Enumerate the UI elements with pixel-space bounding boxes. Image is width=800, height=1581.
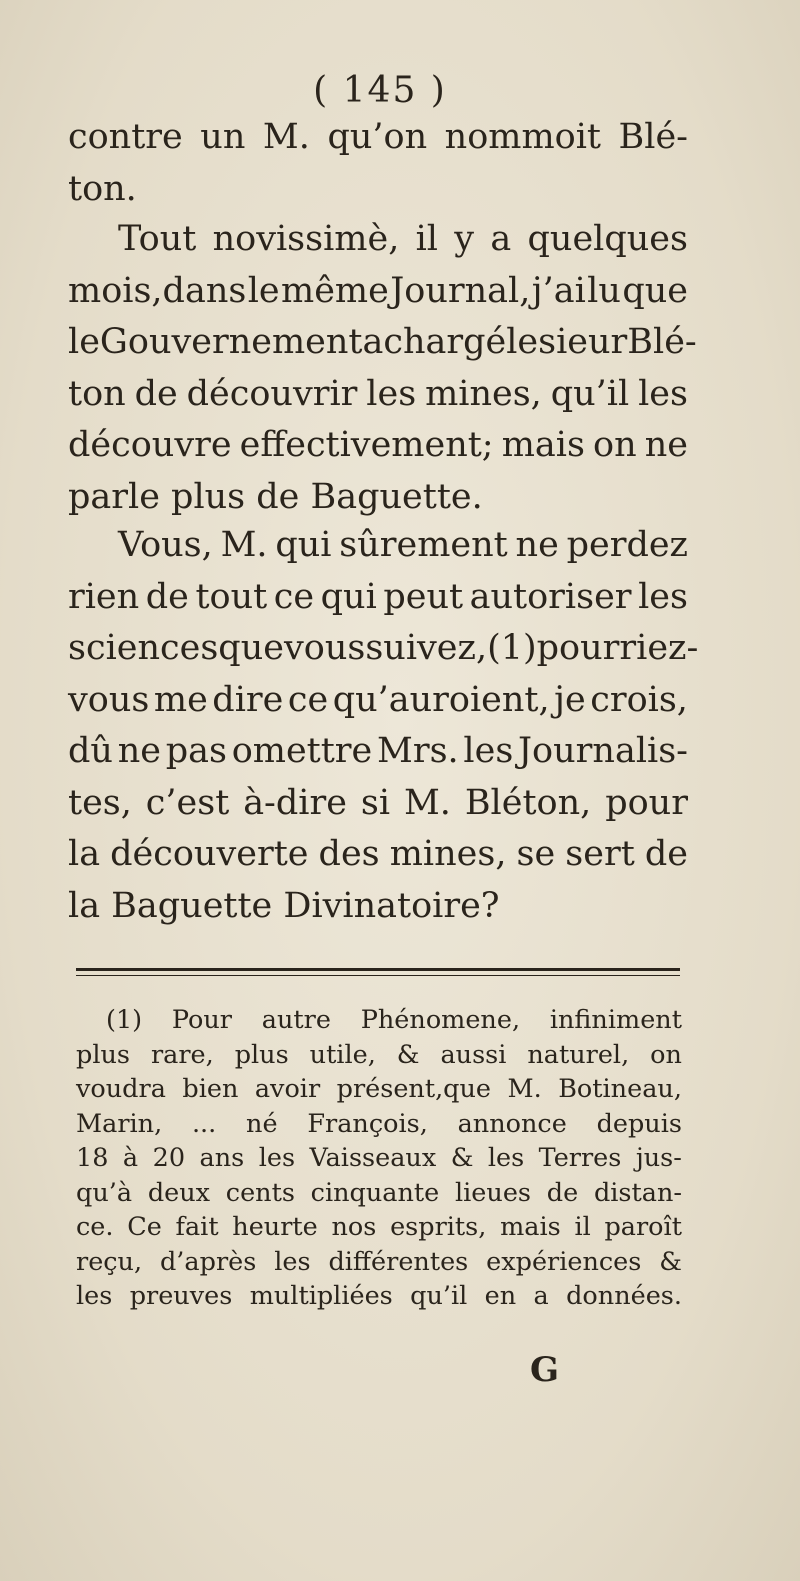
text-line: [68, 623, 699, 675]
word: aussi: [440, 1039, 507, 1070]
footnote-line: [76, 1072, 682, 1107]
word: chargé: [383, 322, 507, 362]
page-number: ( 145 ): [313, 70, 447, 111]
word: heurte: [232, 1212, 318, 1242]
word: même: [281, 270, 389, 311]
word: vous: [283, 628, 366, 668]
word: qu’à: [76, 1177, 133, 1208]
word: Phénomene,: [360, 1005, 521, 1035]
text-line: [68, 829, 688, 881]
word: de: [145, 576, 189, 617]
word: les: [366, 373, 417, 414]
word: utile,: [309, 1039, 376, 1070]
word: M.: [262, 117, 310, 157]
word: &: [396, 1039, 420, 1070]
word: pas: [165, 731, 227, 771]
word: esprits,: [390, 1212, 487, 1242]
word: se: [516, 834, 556, 874]
word: pourriez-: [536, 628, 699, 668]
word: les: [638, 373, 688, 414]
word: plus: [76, 1039, 130, 1070]
footnote-line: [76, 1003, 682, 1038]
word: avoir: [254, 1074, 321, 1104]
word: sûrement: [339, 525, 508, 565]
word: découverte: [110, 834, 309, 874]
word: Vous,: [118, 525, 213, 565]
word: effectivement;: [239, 425, 494, 465]
text-line: [68, 420, 688, 472]
footnote: [76, 1003, 682, 1314]
word: Journal,: [390, 270, 531, 311]
word: autoriser: [469, 576, 632, 617]
word: découvre: [68, 425, 232, 465]
word: Vaisseaux: [309, 1143, 437, 1173]
word: qu’on: [327, 117, 428, 157]
word: les: [76, 1281, 113, 1311]
word: à: [122, 1143, 139, 1173]
word: quelques: [527, 219, 688, 259]
word: crois,: [590, 679, 688, 720]
footnote-divider-thin: [76, 975, 680, 976]
word: si: [360, 782, 391, 823]
word: Mrs.: [377, 731, 459, 771]
text-line: [68, 214, 688, 266]
word: expériences: [486, 1246, 642, 1277]
word: des: [318, 834, 380, 874]
word: de: [546, 1177, 579, 1208]
word: présent,que: [336, 1074, 492, 1104]
footnote-divider: [76, 968, 680, 971]
word: suivez,: [365, 628, 488, 668]
word: la: [68, 834, 101, 874]
word: vous: [68, 679, 150, 720]
word: Bléton,: [464, 782, 592, 823]
word: pour: [605, 782, 688, 823]
word: les: [638, 576, 688, 617]
word: lu: [587, 270, 621, 311]
word: &: [659, 1246, 682, 1277]
word: sert: [565, 834, 635, 874]
word: nommoit: [444, 117, 601, 157]
word: qu’il: [410, 1281, 468, 1311]
word: tout: [195, 576, 268, 617]
word: sieur: [538, 322, 628, 362]
word: il: [574, 1212, 591, 1242]
word: ans: [199, 1143, 245, 1173]
word: M.: [403, 782, 451, 823]
word: il: [415, 219, 438, 259]
word: Marin,: [76, 1108, 163, 1139]
word: ...: [191, 1108, 217, 1139]
word: mais: [501, 425, 585, 465]
word: M.: [220, 525, 268, 565]
word: contre: [68, 117, 183, 157]
word: omettre: [231, 731, 373, 771]
word: de: [134, 373, 178, 414]
word: ne: [515, 525, 559, 565]
text-line: [68, 317, 697, 369]
word: Journalis-: [518, 731, 688, 771]
text-line: ton.: [68, 168, 137, 209]
word: que: [622, 270, 688, 311]
word: différentes: [328, 1246, 469, 1277]
word: on: [593, 425, 637, 465]
footnote-line: [76, 1176, 682, 1211]
word: rare,: [150, 1039, 214, 1070]
word: distan-: [593, 1177, 682, 1208]
word: découvrir: [186, 373, 358, 414]
footnote-line: [76, 1038, 682, 1073]
word: nos: [331, 1212, 377, 1242]
word: rien: [68, 576, 140, 617]
word: le: [247, 270, 280, 311]
word: les: [274, 1246, 311, 1277]
word: lieues: [455, 1177, 532, 1208]
signature-mark: G: [530, 1350, 560, 1390]
word: dire: [212, 679, 284, 720]
word: M.: [507, 1074, 542, 1104]
word: que: [218, 628, 284, 668]
word: jus-: [635, 1143, 682, 1173]
word: Ce: [127, 1212, 162, 1242]
word: ce: [273, 576, 315, 617]
word: (1): [487, 628, 537, 668]
word: cinquante: [310, 1177, 440, 1208]
word: je: [554, 679, 586, 720]
word: me: [153, 679, 208, 720]
footnote-line: [76, 1210, 682, 1245]
text-line: [68, 520, 688, 572]
word: Blé-: [627, 322, 697, 362]
word: multipliées: [249, 1281, 393, 1311]
word: deux: [147, 1177, 211, 1208]
text-line: la Baguette Divinatoire?: [68, 885, 500, 926]
word: d’après: [159, 1246, 257, 1277]
word: novissimè,: [212, 219, 400, 259]
word: Blé-: [618, 117, 688, 157]
text-line: parle plus de Baguette.: [68, 476, 483, 517]
text-line: [68, 369, 688, 421]
text-line: [68, 266, 688, 318]
word: &: [450, 1143, 474, 1173]
word: reçu,: [76, 1246, 143, 1277]
footnote-line: [76, 1141, 682, 1176]
word: c’est: [145, 782, 230, 823]
word: les: [463, 731, 514, 771]
word: mois,dans: [68, 270, 247, 311]
word: ce: [287, 679, 329, 720]
text-line: [68, 726, 688, 778]
word: bien: [182, 1074, 239, 1104]
word: perdez: [566, 525, 688, 565]
word: en: [484, 1281, 517, 1311]
word: mines,: [425, 373, 542, 414]
word: y: [454, 219, 475, 259]
word: qui: [275, 525, 332, 565]
word: le: [68, 322, 100, 362]
word: depuis: [596, 1108, 682, 1139]
word: mines,: [389, 834, 507, 874]
word: mais: [500, 1212, 561, 1242]
word: paroît: [604, 1212, 682, 1242]
word: le: [506, 322, 539, 362]
word: a: [362, 322, 384, 362]
word: a: [490, 219, 512, 259]
word: Tout: [118, 219, 197, 259]
word: (1): [106, 1005, 143, 1035]
paragraph-2: [68, 214, 697, 523]
text-line: [68, 572, 688, 624]
word: dû: [68, 731, 113, 771]
word: tes,: [68, 782, 132, 823]
word: ton: [68, 373, 126, 414]
word: annonce: [457, 1108, 567, 1139]
word: les: [487, 1143, 525, 1173]
word: Terres: [538, 1143, 622, 1173]
word: 18: [76, 1143, 109, 1173]
word: j’ai: [531, 270, 586, 311]
word: données.: [566, 1281, 682, 1311]
word: les: [258, 1143, 296, 1173]
paragraph-3: [68, 520, 699, 932]
word: 20: [152, 1143, 186, 1173]
word: Gouvernement: [99, 322, 363, 362]
text-line: [68, 675, 688, 727]
word: voudra: [76, 1074, 166, 1104]
word: peut: [383, 576, 464, 617]
word: à-dire: [243, 782, 347, 823]
word: qui: [320, 576, 377, 617]
word: fait: [175, 1212, 219, 1242]
word: François,: [307, 1108, 428, 1139]
word: sciences: [68, 628, 219, 668]
footnote-line: [76, 1245, 682, 1280]
word: cents: [225, 1177, 295, 1208]
word: de: [644, 834, 688, 874]
word: infiniment: [549, 1005, 682, 1035]
word: Botineau,: [558, 1074, 682, 1104]
word: né: [246, 1108, 278, 1139]
text-line: [68, 112, 688, 164]
word: qu’auroient,: [332, 679, 550, 720]
word: ne: [117, 731, 161, 771]
footnote-line: [76, 1107, 682, 1142]
paragraph-1: [68, 112, 688, 215]
word: a: [533, 1281, 549, 1311]
word: un: [200, 117, 246, 157]
word: on: [650, 1039, 682, 1070]
text-line: [68, 778, 688, 830]
word: ce.: [76, 1212, 114, 1242]
word: qu’il: [550, 373, 630, 414]
word: naturel,: [527, 1039, 630, 1070]
footnote-line: [76, 1279, 682, 1314]
word: Pour: [171, 1005, 232, 1035]
word: plus: [234, 1039, 289, 1070]
word: preuves: [129, 1281, 233, 1311]
word: ne: [644, 425, 688, 465]
word: autre: [261, 1005, 331, 1035]
